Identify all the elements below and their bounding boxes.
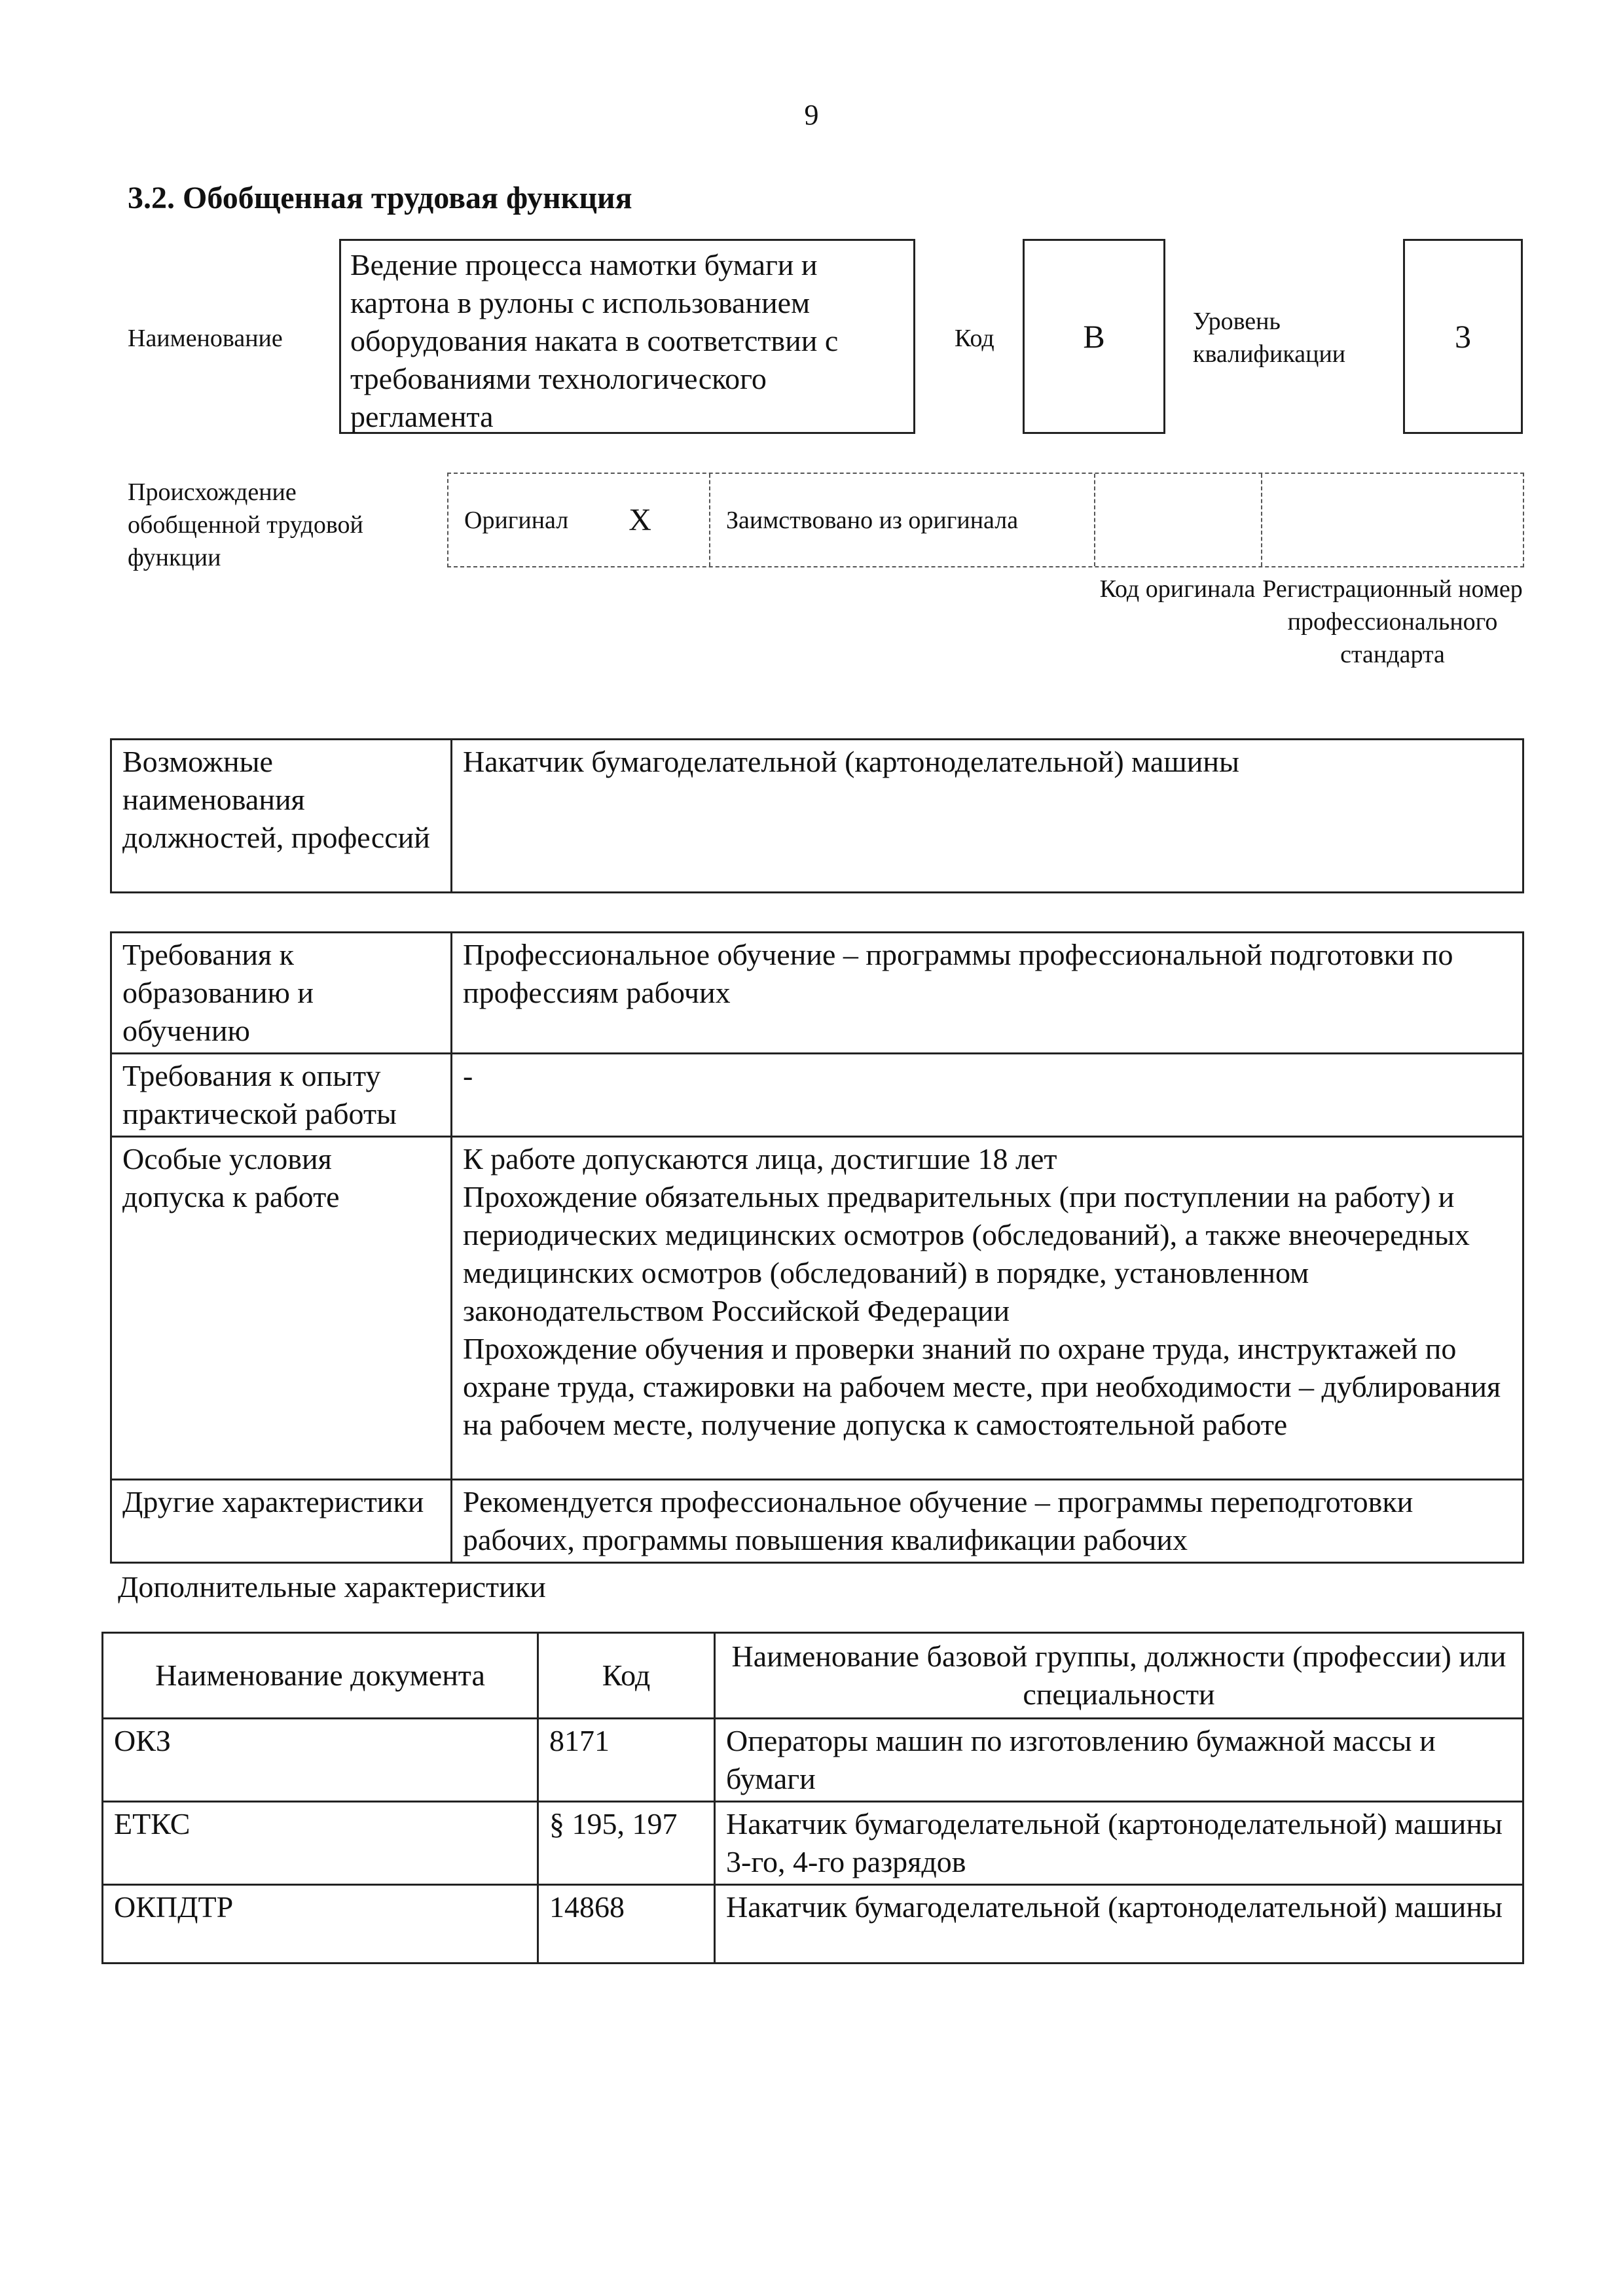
requirement-row xyxy=(111,1480,1523,1563)
origin-label: Происхождение обобщенной трудовой функции xyxy=(128,478,363,571)
requirement-row xyxy=(111,1137,1523,1480)
code-cell: 14868 xyxy=(538,1885,715,1964)
requirement-label: Особые условия допуска к работе xyxy=(111,1137,452,1480)
level-label: Уровень квалификации xyxy=(1193,308,1346,368)
table-row xyxy=(103,1802,1523,1885)
original-mark: X xyxy=(629,503,651,537)
requirement-line: К работе допускаются лица, достигшие 18 лет xyxy=(463,1142,1057,1175)
requirement-row xyxy=(111,933,1523,1054)
reg-number-caption: Регистрационный номер профессионального стандарта xyxy=(1262,575,1523,668)
borrowed-cell xyxy=(710,474,1095,566)
positions-value: Накатчик бумагоделательной (картоноделательной) машины xyxy=(452,740,1523,893)
table-row xyxy=(103,1719,1523,1802)
header-doc: Наименование документа xyxy=(103,1633,538,1719)
doc-cell: ОКПДТР xyxy=(103,1885,538,1964)
requirement-value xyxy=(452,1137,1523,1480)
origin-table xyxy=(447,473,1524,567)
header-code: Код xyxy=(538,1633,715,1719)
requirement-value: - xyxy=(452,1054,1523,1137)
doc-cell: ОКЗ xyxy=(103,1719,538,1802)
additional-table xyxy=(101,1632,1524,1964)
table-row xyxy=(103,1885,1523,1964)
code-cell: § 195, 197 xyxy=(538,1802,715,1885)
requirement-value: Рекомендуется профессиональное обучение – программы переподготовки рабочих, программы повышения квалификации рабочих xyxy=(452,1480,1523,1563)
original-label: Оригинал xyxy=(464,506,569,534)
group-cell: Операторы машин по изготовлению бумажной массы и бумаги xyxy=(715,1719,1523,1802)
code-original-caption: Код оригинала xyxy=(1099,575,1256,603)
additional-title: Дополнительные характеристики xyxy=(118,1570,546,1604)
additional-header-row xyxy=(103,1633,1523,1719)
doc-cell: ЕТКС xyxy=(103,1802,538,1885)
requirements-table xyxy=(110,931,1524,1564)
section-title: 3.2. Обобщенная трудовая функция xyxy=(128,181,632,215)
borrowed-label: Заимствовано из оригинала xyxy=(726,506,1019,534)
header-group: Наименование базовой группы, должности (профессии) или специальности xyxy=(715,1633,1523,1719)
code-label: Код xyxy=(955,325,994,352)
group-cell: Накатчик бумагоделательной (картоноделательной) машины 3-го, 4-го разрядов xyxy=(715,1802,1523,1885)
requirement-label: Требования к опыту практической работы xyxy=(111,1054,452,1137)
requirement-label: Другие характеристики xyxy=(111,1480,452,1563)
requirement-value: Профессиональное обучение – программы профессиональной подготовки по профессиям рабочих xyxy=(452,933,1523,1054)
positions-table xyxy=(110,738,1524,893)
name-label: Наименование xyxy=(128,325,283,352)
origin-code-cell xyxy=(1095,474,1262,566)
requirement-line: Прохождение обязательных предварительных (при поступлении на работу) и периодических медицинских осмотров (обследований), а также внеочередных медицинских осмотров (обследований) в порядке, установленном законодательством Российской Федерации xyxy=(463,1180,1470,1327)
positions-label: Возможные наименования должностей, профессий xyxy=(111,740,452,893)
requirement-line: Прохождение обучения и проверки знаний по охране труда, инструктажей по охране труда, стажировки на рабочем месте, при необходимости – дублирования на рабочем месте, получение допуска к самостоятельной работе xyxy=(463,1332,1501,1441)
level-value: 3 xyxy=(1403,239,1523,434)
group-cell: Накатчик бумагоделательной (картоноделательной) машины xyxy=(715,1885,1523,1964)
code-cell: 8171 xyxy=(538,1719,715,1802)
function-name: Ведение процесса намотки бумаги и картона в рулоны с использованием оборудования наката в соответствии с требованиями технологического регламента xyxy=(339,239,915,434)
origin-original-cell xyxy=(448,474,710,566)
origin-reg-cell xyxy=(1262,474,1523,566)
requirement-label: Требования к образованию и обучению xyxy=(111,933,452,1054)
code-value: B xyxy=(1023,239,1165,434)
page-number: 9 xyxy=(804,99,819,131)
requirement-row xyxy=(111,1054,1523,1137)
